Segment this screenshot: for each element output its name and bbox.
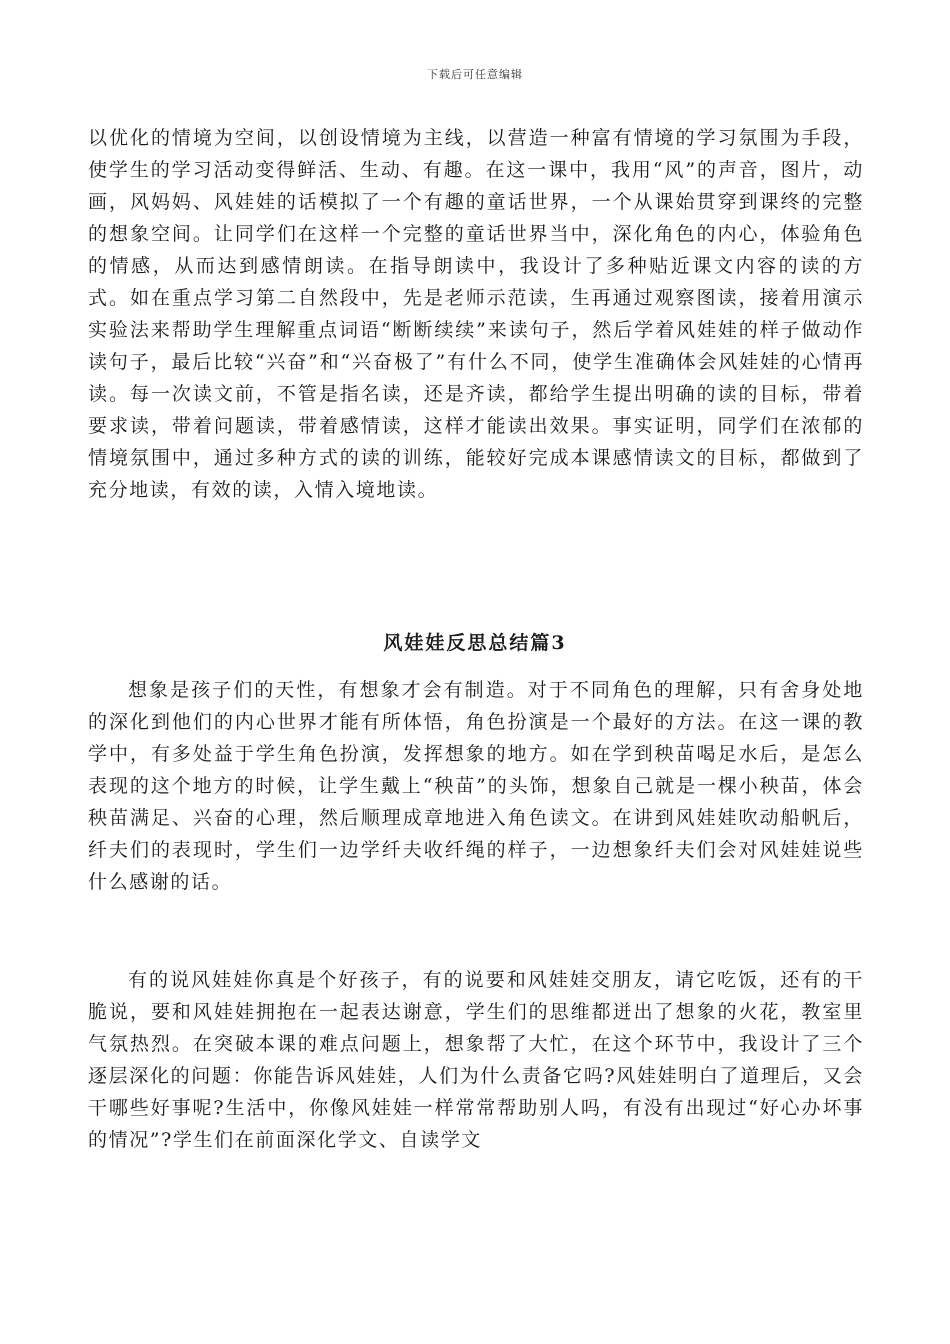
body-paragraph-3: 有的说风娃娃你真是个好孩子，有的说要和风娃娃交朋友，请它吃饭，还有的干脆说，要和风娃娃拥抱在一起表达谢意，学生们的思维都迸出了想象的火花，教室里气氛热烈。在突破本课的难点问题上，想象帮了大忙，在这个环节中，我设计了三个逐层深化的问题：你能告诉风娃娃，人们为什么责备它吗?风娃娃明白了道理后，又会干哪些好事呢?生活中，你像风娃娃一样常常帮助别人吗，有没有出现过“好心办坏事的情况”?学生们在前面深化学文、自读学文 bbox=[88, 969, 864, 1151]
body-paragraph-1: 以优化的情境为空间，以创设情境为主线，以营造一种富有情境的学习氛围为手段，使学生的学习活动变得鲜活、生动、有趣。在这一课中，我用“风”的声音，图片，动画，风妈妈、风娃娃的话模拟了一个有趣的童话世界，一个从课始贯穿到课终的完整的想象空间。让同学们在这样一个完整的童话世界当中，深化角色的内心，体验角色的情感，从而达到感情朗读。在指导朗读中，我设计了多种贴近课文内容的读的方式。如在重点学习第二自然段中，先是老师示范读，生再通过观察图读，接着用演示实验法来帮助学生理解重点词语“断断续续”来读句子，然后学着风娃娃的样子做动作读句子，最后比较“兴奋”和“兴奋极了”有什么不同，使学生准确体会风娃娃的心情再读。每一次读文前，不管是指名读，还是齐读，都给学生提出明确的读的目标，带着要求读，带着问题读，带着感情读，这样才能读出效果。事实证明，同学们在浓郁的情境氛围中，通过多种方式的读的训练，能较好完成本课感情读文的目标，都做到了充分地读，有效的读，入情入境地读。 bbox=[88, 127, 864, 501]
page-header: 下载后可任意编辑 bbox=[427, 68, 523, 81]
section-title: 风娃娃反思总结篇3 bbox=[383, 632, 567, 654]
body-paragraph-2: 想象是孩子们的天性，有想象才会有制造。对于不同角色的理解，只有舍身处地的深化到他们的内心世界才能有所体悟，角色扮演是一个最好的方法。在这一课的教学中，有多处益于学生角色扮演，发挥想象的地方。如在学到秧苗喝足水后，是怎么表现的这个地方的时候，让学生戴上“秧苗”的头饰，想象自己就是一棵小秧苗，体会秧苗满足、兴奋的心理，然后顺理成章地进入角色读文。在讲到风娃娃吹动船帆后，纤夫们的表现时，学生们一边学纤夫收纤绳的样子，一边想象纤夫们会对风娃娃说些什么感谢的话。 bbox=[88, 679, 864, 893]
